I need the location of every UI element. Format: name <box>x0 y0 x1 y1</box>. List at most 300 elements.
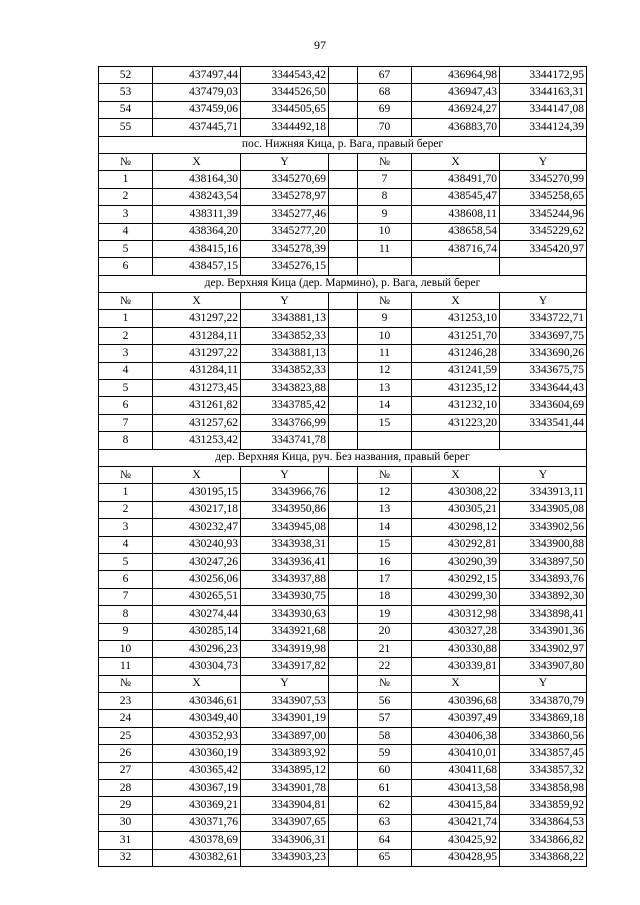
x-coordinate: 430274,44 <box>153 606 241 623</box>
y-coordinate: 3343870,79 <box>500 693 587 710</box>
x-coordinate: 430217,18 <box>153 501 241 518</box>
point-number: 68 <box>358 84 412 101</box>
y-coordinate: 3343895,12 <box>241 762 329 779</box>
y-coordinate: 3343897,50 <box>500 553 587 570</box>
y-coordinate: 3343966,76 <box>241 484 329 501</box>
spacer-cell <box>329 206 358 223</box>
section-title: дер. Верхняя Кица, руч. Без названия, правый берег <box>99 449 587 466</box>
x-coordinate: 430305,21 <box>412 501 500 518</box>
point-number: 8 <box>99 432 153 449</box>
header-x: X <box>412 293 500 310</box>
point-number: 5 <box>99 553 153 570</box>
x-coordinate: 430410,01 <box>412 745 500 762</box>
point-number: 67 <box>358 67 412 84</box>
y-coordinate: 3343921,68 <box>241 623 329 640</box>
spacer-cell <box>329 519 358 536</box>
spacer-cell <box>329 658 358 675</box>
y-coordinate: 3343902,97 <box>500 640 587 657</box>
point-number: 3 <box>99 345 153 362</box>
point-number: 2 <box>99 501 153 518</box>
y-coordinate: 3343881,13 <box>241 345 329 362</box>
coordinates-table <box>98 66 587 867</box>
spacer-cell <box>329 119 358 136</box>
table-row <box>99 310 587 327</box>
x-coordinate: 430371,76 <box>153 814 241 831</box>
header-x: X <box>153 675 241 692</box>
table-row <box>99 84 587 101</box>
header-y: Y <box>500 466 587 483</box>
point-number: 11 <box>99 658 153 675</box>
spacer-cell <box>329 849 358 866</box>
spacer-cell <box>329 832 358 849</box>
point-number: 61 <box>358 780 412 797</box>
x-coordinate: 430346,61 <box>153 693 241 710</box>
y-coordinate: 3343722,71 <box>500 310 587 327</box>
spacer-cell <box>329 623 358 640</box>
point-number: 29 <box>99 797 153 814</box>
y-coordinate: 3343785,42 <box>241 397 329 414</box>
x-coordinate: 430298,12 <box>412 519 500 536</box>
x-coordinate: 430397,49 <box>412 710 500 727</box>
header-x: X <box>412 153 500 170</box>
x-coordinate: 431246,28 <box>412 345 500 362</box>
x-coordinate: 430330,88 <box>412 640 500 657</box>
spacer-cell <box>329 466 358 483</box>
table-row <box>99 710 587 727</box>
y-coordinate: 3343741,78 <box>241 432 329 449</box>
x-coordinate: 437479,03 <box>153 84 241 101</box>
point-number: 12 <box>358 362 412 379</box>
y-coordinate: 3345258,65 <box>500 188 587 205</box>
point-number: 8 <box>358 188 412 205</box>
point-number: 4 <box>99 223 153 240</box>
y-coordinate: 3343904,81 <box>241 797 329 814</box>
header-y: Y <box>241 293 329 310</box>
x-coordinate: 430312,98 <box>412 606 500 623</box>
table-row <box>99 640 587 657</box>
y-coordinate: 3343901,36 <box>500 623 587 640</box>
x-coordinate: 430415,84 <box>412 797 500 814</box>
y-coordinate: 3343697,75 <box>500 327 587 344</box>
y-coordinate: 3343852,33 <box>241 362 329 379</box>
section-title-row <box>99 449 587 466</box>
header-x: X <box>153 466 241 483</box>
point-number: 26 <box>99 745 153 762</box>
table-row <box>99 501 587 518</box>
table-row <box>99 832 587 849</box>
table-row <box>99 188 587 205</box>
x-coordinate: 430292,81 <box>412 536 500 553</box>
y-coordinate: 3343901,78 <box>241 780 329 797</box>
y-coordinate: 3343823,88 <box>241 380 329 397</box>
point-number: 7 <box>358 171 412 188</box>
y-coordinate: 3343857,45 <box>500 745 587 762</box>
point-number: 13 <box>358 501 412 518</box>
y-coordinate: 3343881,13 <box>241 310 329 327</box>
x-coordinate: 438545,47 <box>412 188 500 205</box>
point-number: 69 <box>358 101 412 118</box>
x-coordinate: 431223,20 <box>412 414 500 431</box>
y-coordinate: 3343913,11 <box>500 484 587 501</box>
x-coordinate: 430327,28 <box>412 623 500 640</box>
x-coordinate: 430299,30 <box>412 588 500 605</box>
spacer-cell <box>329 675 358 692</box>
x-coordinate: 430195,15 <box>153 484 241 501</box>
point-number: 27 <box>99 762 153 779</box>
section-title-row <box>99 275 587 292</box>
x-coordinate: 431284,11 <box>153 362 241 379</box>
x-coordinate: 430428,95 <box>412 849 500 866</box>
table-row <box>99 693 587 710</box>
header-y: Y <box>500 293 587 310</box>
spacer-cell <box>329 258 358 275</box>
point-number: 14 <box>358 519 412 536</box>
table-row <box>99 414 587 431</box>
point-number: 64 <box>358 832 412 849</box>
x-coordinate <box>412 432 500 449</box>
point-number: 5 <box>99 380 153 397</box>
x-coordinate: 431273,45 <box>153 380 241 397</box>
spacer-cell <box>329 536 358 553</box>
x-coordinate: 437459,06 <box>153 101 241 118</box>
y-coordinate: 3343919,98 <box>241 640 329 657</box>
x-coordinate: 431284,11 <box>153 327 241 344</box>
point-number: 17 <box>358 571 412 588</box>
point-number: 70 <box>358 119 412 136</box>
spacer-cell <box>329 710 358 727</box>
x-coordinate: 430367,19 <box>153 780 241 797</box>
header-y: Y <box>241 675 329 692</box>
section-title-row <box>99 136 587 153</box>
point-number: 4 <box>99 536 153 553</box>
header-x: X <box>412 675 500 692</box>
spacer-cell <box>329 484 358 501</box>
x-coordinate: 430339,81 <box>412 658 500 675</box>
point-number: 2 <box>99 327 153 344</box>
y-coordinate: 3345244,96 <box>500 206 587 223</box>
header-number: № <box>358 153 412 170</box>
header-number: № <box>358 293 412 310</box>
x-coordinate: 438658,54 <box>412 223 500 240</box>
x-coordinate: 436924,27 <box>412 101 500 118</box>
header-x: X <box>153 293 241 310</box>
point-number: 9 <box>358 310 412 327</box>
point-number: 6 <box>99 571 153 588</box>
x-coordinate: 431261,82 <box>153 397 241 414</box>
point-number: 11 <box>358 240 412 257</box>
y-coordinate: 3343859,92 <box>500 797 587 814</box>
y-coordinate: 3343644,43 <box>500 380 587 397</box>
point-number <box>358 432 412 449</box>
column-header-row <box>99 675 587 692</box>
point-number: 9 <box>99 623 153 640</box>
y-coordinate: 3343893,76 <box>500 571 587 588</box>
x-coordinate: 431253,42 <box>153 432 241 449</box>
x-coordinate: 431232,10 <box>412 397 500 414</box>
spacer-cell <box>329 414 358 431</box>
table-row <box>99 362 587 379</box>
x-coordinate: 438457,15 <box>153 258 241 275</box>
y-coordinate: 3343898,41 <box>500 606 587 623</box>
x-coordinate: 436964,98 <box>412 67 500 84</box>
point-number: 10 <box>358 327 412 344</box>
x-coordinate: 436947,43 <box>412 84 500 101</box>
x-coordinate: 430352,93 <box>153 727 241 744</box>
x-coordinate: 437497,44 <box>153 67 241 84</box>
page-number: 97 <box>314 38 326 52</box>
point-number: 31 <box>99 832 153 849</box>
y-coordinate: 3343897,00 <box>241 727 329 744</box>
y-coordinate: 3343917,82 <box>241 658 329 675</box>
x-coordinate: 438608,11 <box>412 206 500 223</box>
point-number: 15 <box>358 414 412 431</box>
x-coordinate: 430232,47 <box>153 519 241 536</box>
table-row <box>99 67 587 84</box>
x-coordinate: 438243,54 <box>153 188 241 205</box>
y-coordinate: 3343868,22 <box>500 849 587 866</box>
y-coordinate: 3345270,69 <box>241 171 329 188</box>
x-coordinate: 430382,61 <box>153 849 241 866</box>
x-coordinate: 430396,68 <box>412 693 500 710</box>
table-row <box>99 623 587 640</box>
y-coordinate: 3343690,26 <box>500 345 587 362</box>
table-row <box>99 571 587 588</box>
point-number: 6 <box>99 258 153 275</box>
table-row <box>99 345 587 362</box>
y-coordinate: 3343937,88 <box>241 571 329 588</box>
table-row <box>99 258 587 275</box>
y-coordinate: 3343869,18 <box>500 710 587 727</box>
point-number: 7 <box>99 414 153 431</box>
table-row <box>99 206 587 223</box>
point-number: 10 <box>99 640 153 657</box>
x-coordinate: 431297,22 <box>153 345 241 362</box>
y-coordinate: 3345278,39 <box>241 240 329 257</box>
spacer-cell <box>329 797 358 814</box>
header-y: Y <box>500 675 587 692</box>
y-coordinate: 3343907,65 <box>241 814 329 831</box>
y-coordinate: 3343905,08 <box>500 501 587 518</box>
point-number: 16 <box>358 553 412 570</box>
point-number: 24 <box>99 710 153 727</box>
header-number: № <box>358 675 412 692</box>
y-coordinate <box>500 432 587 449</box>
table-row <box>99 101 587 118</box>
y-coordinate: 3345278,97 <box>241 188 329 205</box>
x-coordinate: 437445,71 <box>153 119 241 136</box>
point-number: 20 <box>358 623 412 640</box>
y-coordinate: 3343852,33 <box>241 327 329 344</box>
spacer-cell <box>329 84 358 101</box>
spacer-cell <box>329 188 358 205</box>
y-coordinate: 3344124,39 <box>500 119 587 136</box>
x-coordinate: 430285,14 <box>153 623 241 640</box>
header-x: X <box>412 466 500 483</box>
point-number: 62 <box>358 797 412 814</box>
y-coordinate <box>500 258 587 275</box>
y-coordinate: 3345420,97 <box>500 240 587 257</box>
point-number: 53 <box>99 84 153 101</box>
x-coordinate: 430240,93 <box>153 536 241 553</box>
x-coordinate: 430421,74 <box>412 814 500 831</box>
spacer-cell <box>329 432 358 449</box>
x-coordinate: 436883,70 <box>412 119 500 136</box>
table-row <box>99 380 587 397</box>
x-coordinate: 438364,20 <box>153 223 241 240</box>
header-number: № <box>358 466 412 483</box>
y-coordinate: 3344543,42 <box>241 67 329 84</box>
x-coordinate: 438491,70 <box>412 171 500 188</box>
point-number: 3 <box>99 206 153 223</box>
y-coordinate: 3344172,95 <box>500 67 587 84</box>
header-y: Y <box>500 153 587 170</box>
point-number: 59 <box>358 745 412 762</box>
point-number: 11 <box>358 345 412 362</box>
table-row <box>99 171 587 188</box>
y-coordinate: 3343893,92 <box>241 745 329 762</box>
table-row <box>99 745 587 762</box>
point-number: 1 <box>99 484 153 501</box>
point-number: 3 <box>99 519 153 536</box>
x-coordinate: 430308,22 <box>412 484 500 501</box>
y-coordinate: 3343866,82 <box>500 832 587 849</box>
point-number: 1 <box>99 310 153 327</box>
y-coordinate: 3343903,23 <box>241 849 329 866</box>
spacer-cell <box>329 362 358 379</box>
point-number: 22 <box>358 658 412 675</box>
y-coordinate: 3345276,15 <box>241 258 329 275</box>
y-coordinate: 3345270,99 <box>500 171 587 188</box>
spacer-cell <box>329 606 358 623</box>
spacer-cell <box>329 310 358 327</box>
y-coordinate: 3343902,56 <box>500 519 587 536</box>
column-header-row <box>99 153 587 170</box>
spacer-cell <box>329 223 358 240</box>
x-coordinate: 430369,21 <box>153 797 241 814</box>
section-title: дер. Верхняя Кица (дер. Мармино), р. Вага, левый берег <box>99 275 587 292</box>
x-coordinate: 438311,39 <box>153 206 241 223</box>
spacer-cell <box>329 693 358 710</box>
point-number: 7 <box>99 588 153 605</box>
table-row <box>99 223 587 240</box>
table-row <box>99 780 587 797</box>
table-row <box>99 240 587 257</box>
y-coordinate: 3343936,41 <box>241 553 329 570</box>
spacer-cell <box>329 345 358 362</box>
table-row <box>99 119 587 136</box>
spacer-cell <box>329 745 358 762</box>
x-coordinate: 438415,16 <box>153 240 241 257</box>
point-number: 32 <box>99 849 153 866</box>
point-number: 2 <box>99 188 153 205</box>
point-number: 56 <box>358 693 412 710</box>
x-coordinate: 430360,19 <box>153 745 241 762</box>
spacer-cell <box>329 640 358 657</box>
point-number: 14 <box>358 397 412 414</box>
spacer-cell <box>329 171 358 188</box>
y-coordinate: 3343906,31 <box>241 832 329 849</box>
point-number <box>358 258 412 275</box>
x-coordinate <box>412 258 500 275</box>
point-number: 25 <box>99 727 153 744</box>
x-coordinate: 430425,92 <box>412 832 500 849</box>
header-y: Y <box>241 153 329 170</box>
x-coordinate: 431241,59 <box>412 362 500 379</box>
y-coordinate: 3344163,31 <box>500 84 587 101</box>
x-coordinate: 430292,15 <box>412 571 500 588</box>
coordinates-table-body <box>99 67 587 867</box>
point-number: 18 <box>358 588 412 605</box>
point-number: 8 <box>99 606 153 623</box>
y-coordinate: 3343930,75 <box>241 588 329 605</box>
table-row <box>99 606 587 623</box>
table-row <box>99 849 587 866</box>
table-row <box>99 484 587 501</box>
point-number: 15 <box>358 536 412 553</box>
header-number: № <box>99 675 153 692</box>
spacer-cell <box>329 101 358 118</box>
table-row <box>99 536 587 553</box>
spacer-cell <box>329 501 358 518</box>
table-row <box>99 658 587 675</box>
y-coordinate: 3343541,44 <box>500 414 587 431</box>
spacer-cell <box>329 571 358 588</box>
point-number: 1 <box>99 171 153 188</box>
point-number: 28 <box>99 780 153 797</box>
y-coordinate: 3343938,31 <box>241 536 329 553</box>
table-row <box>99 727 587 744</box>
y-coordinate: 3343945,08 <box>241 519 329 536</box>
y-coordinate: 3343857,32 <box>500 762 587 779</box>
point-number: 65 <box>358 849 412 866</box>
point-number: 6 <box>99 397 153 414</box>
x-coordinate: 430256,06 <box>153 571 241 588</box>
y-coordinate: 3343864,53 <box>500 814 587 831</box>
table-row <box>99 432 587 449</box>
header-x: X <box>153 153 241 170</box>
y-coordinate: 3343675,75 <box>500 362 587 379</box>
x-coordinate: 431251,70 <box>412 327 500 344</box>
x-coordinate: 430413,58 <box>412 780 500 797</box>
point-number: 57 <box>358 710 412 727</box>
point-number: 63 <box>358 814 412 831</box>
spacer-cell <box>329 153 358 170</box>
point-number: 55 <box>99 119 153 136</box>
x-coordinate: 430349,40 <box>153 710 241 727</box>
x-coordinate: 430365,42 <box>153 762 241 779</box>
y-coordinate: 3345277,20 <box>241 223 329 240</box>
x-coordinate: 430304,73 <box>153 658 241 675</box>
point-number: 58 <box>358 727 412 744</box>
x-coordinate: 431235,12 <box>412 380 500 397</box>
header-y: Y <box>241 466 329 483</box>
table-row <box>99 519 587 536</box>
point-number: 13 <box>358 380 412 397</box>
y-coordinate: 3344526,50 <box>241 84 329 101</box>
header-number: № <box>99 466 153 483</box>
y-coordinate: 3344505,65 <box>241 101 329 118</box>
spacer-cell <box>329 762 358 779</box>
point-number: 19 <box>358 606 412 623</box>
y-coordinate: 3345229,62 <box>500 223 587 240</box>
point-number: 60 <box>358 762 412 779</box>
section-title: пос. Нижняя Кица, р. Вага, правый берег <box>99 136 587 153</box>
table-row <box>99 397 587 414</box>
x-coordinate: 431257,62 <box>153 414 241 431</box>
y-coordinate: 3343766,99 <box>241 414 329 431</box>
y-coordinate: 3343930,63 <box>241 606 329 623</box>
point-number: 52 <box>99 67 153 84</box>
